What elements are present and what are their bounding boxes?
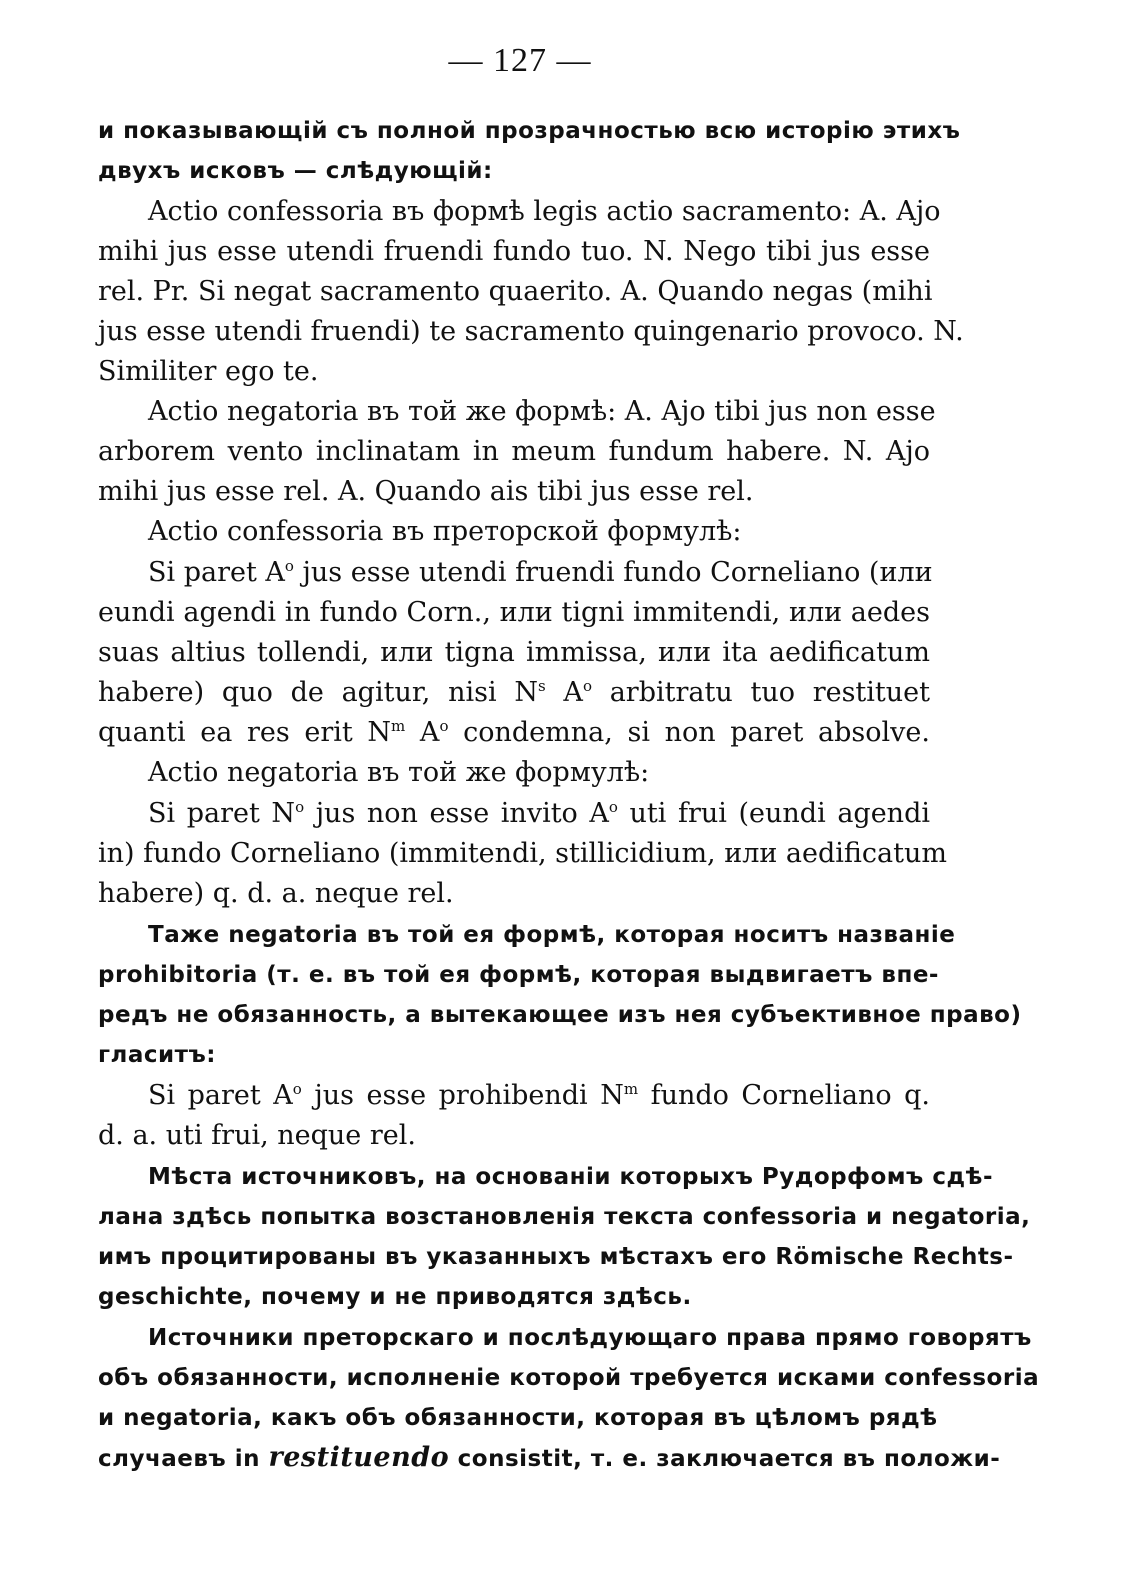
text-line: объ обязанности, исполненіе которой требуется исками confessoria [98,1365,1040,1391]
text-line: и показывающій съ полной прозрачностью всю исторію этихъ [98,118,961,144]
page-number: — 127 — [448,42,592,79]
text-line: arborem vento inclinatam in meum fundum habere. N. Ajo [98,436,930,467]
text-line: Si paret $N^o$ jus non esse invito $A^o$ uti frui (eundi agendi [148,798,930,829]
text-line: лана здѣсь попытка возстановленія текста confessoria и negatoria, [98,1204,1031,1230]
text-line: и negatoria, какъ объ обязанности, которая въ цѣломъ рядѣ [98,1405,938,1431]
text-line: rel. Pr. Si negat sacramento quaerito. A. Quando negas (mihi [98,276,933,307]
text-line: mihi jus esse rel. A. Quando ais tibi jus esse rel. [98,476,754,507]
text-line: habere) q. d. a. neque rel. [98,878,454,909]
text-line: in) fundo Corneliano (immitendi, stillicidium, или aedificatum [98,838,947,869]
text-line: eundi agendi in fundo Corn., или tigni immitendi, или aedes [98,597,930,628]
text-line: Actio negatoria въ той же формулѣ: [148,757,650,788]
text-line: Мѣста источниковъ, на основаніи которыхъ Рудорфомъ сдѣ- [148,1164,994,1190]
text-line: prohibitoria (т. е. въ той ея формѣ, которая выдвигаетъ впе- [98,962,939,988]
text-line: Источники преторскаго и послѣдующаго права прямо говорятъ [148,1325,1032,1351]
text-line: suas altius tollendi, или tigna immissa, или ita aedificatum [98,637,930,668]
text-line: mihi jus esse utendi fruendi fundo tuo. N. Nego tibi jus esse [98,236,930,267]
text-line: редъ не обязанность, а вытекающее изъ нея субъективное право) [98,1002,1022,1028]
text-line: habere) quo de agitur, nisi $N^s$ $A^o$ arbitratu tuo restituet [98,677,930,708]
text-line: geschichte, почему и не приводятся здѣсь. [98,1284,692,1310]
text-line: quanti ea res erit $N^m$ $A^o$ condemna, si non paret absolve. [98,717,930,748]
text-line: Si paret $A^o$ jus esse utendi fruendi fundo Corneliano (или [148,557,933,588]
text-line: Similiter ego te. [98,356,319,387]
text-line: Actio negatoria въ той же формѣ: A. Ajo tibi jus non esse [148,396,936,427]
text-line: двухъ исковъ — слѣдующій: [98,158,493,184]
italic-term: restituendo [268,1442,450,1473]
text-line: Si paret $A^o$ jus esse prohibendi $N^m$ fundo Corneliano q. [148,1080,931,1111]
text-line: имъ процитированы въ указанныхъ мѣстахъ его Römische Rechts- [98,1244,1014,1270]
text-line: d. a. uti frui, neque rel. [98,1120,416,1151]
text-line: jus esse utendi fruendi) te sacramento quingenario provoco. N. [98,316,964,347]
text-line: случаевъ in restituendo consistit, т. е. заключается въ положи- [98,1442,1001,1473]
text-line: гласитъ: [98,1042,216,1068]
text-line: Actio confessoria въ преторской формулѣ: [148,516,742,547]
text-line: Actio confessoria въ формѣ legis actio sacramento: A. Ajo [148,196,941,227]
text-line: Таже negatoria въ той ея формѣ, которая носитъ названіе [148,922,956,948]
